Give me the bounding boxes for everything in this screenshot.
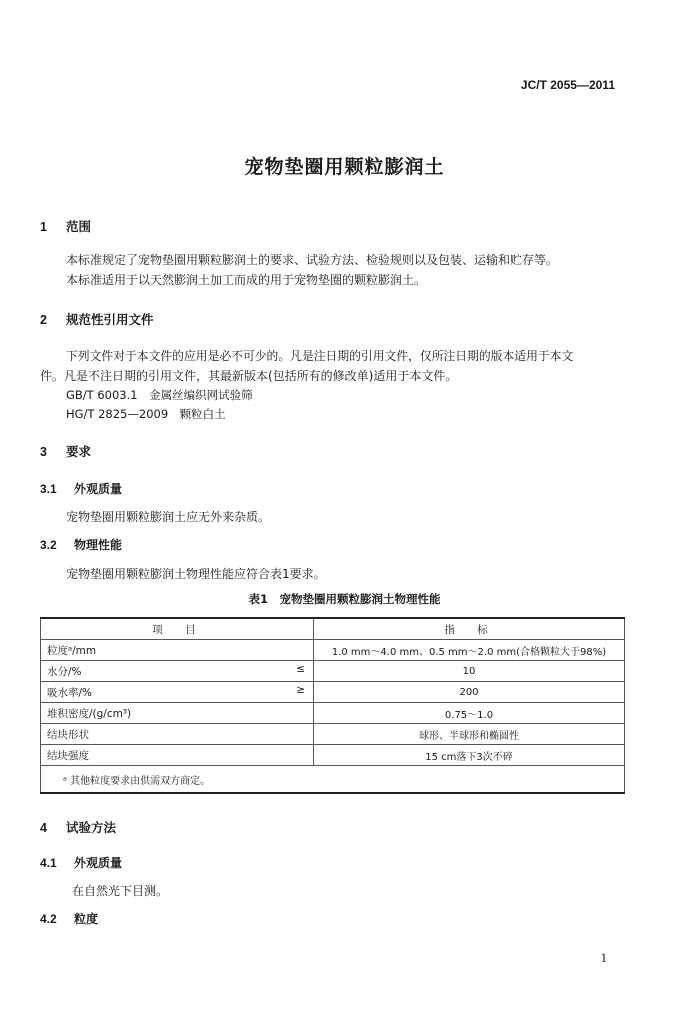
table-header-row: [41, 618, 625, 640]
item-label: 结块强度: [47, 749, 89, 762]
table-footnote: ᵃ 其他粒度要求由供需双方商定。: [41, 766, 625, 794]
section-title: 外观质量: [74, 482, 123, 496]
value-cell: 0.75～1.0: [314, 703, 625, 724]
item-cell: [41, 745, 314, 766]
section-number: 3.1: [40, 482, 57, 496]
section-2-heading: [40, 310, 154, 328]
paragraph: 宠物垫圈用颗粒膨润土物理性能应符合表1要求。: [66, 567, 326, 581]
normative-reference: GB/T 6003.1 金属丝编织网试验筛: [66, 388, 253, 402]
section-4-heading: [40, 818, 116, 836]
table-caption: 表1 宠物垫圈用颗粒膨润土物理性能: [248, 592, 441, 606]
paragraph: 下列文件对于本文件的应用是必不可少的。凡是注日期的引用文件，仅所注日期的版本适用于本文: [66, 349, 574, 363]
section-number: 3: [40, 445, 47, 459]
value-cell: 15 cm落下3次不碎: [314, 745, 625, 766]
table-row: [41, 682, 625, 703]
section-number: 3.2: [40, 538, 57, 552]
paragraph: 在自然光下目测。: [72, 884, 169, 898]
section-number: 4.1: [40, 856, 57, 870]
subsection-4-1-heading: [40, 854, 122, 871]
table-row: [41, 703, 625, 724]
paragraph: 件。凡是不注日期的引用文件，其最新版本(包括所有的修改单)适用于本文件。: [40, 369, 458, 383]
item-label: 结块形状: [47, 728, 89, 741]
section-3-heading: [40, 442, 91, 460]
table-row: [41, 745, 625, 766]
operator: ≥: [296, 684, 305, 696]
section-title: 规范性引用文件: [66, 312, 154, 327]
value-cell: 球形、半球形和椭圆性: [314, 724, 625, 745]
document-title: 宠物垫圈用颗粒膨润土: [244, 156, 445, 178]
section-title: 要求: [66, 444, 92, 459]
table-row: [41, 724, 625, 745]
section-title: 外观质量: [74, 856, 123, 870]
standard-code: JC/T 2055—2011: [520, 78, 615, 92]
subsection-3-2-heading: [40, 536, 122, 553]
item-label: 水分/%: [47, 665, 82, 678]
paragraph: 本标准适用于以天然膨润土加工而成的用于宠物垫圈的颗粒膨润土。: [66, 273, 427, 287]
physical-properties-table: [40, 617, 625, 794]
subsection-3-1-heading: [40, 480, 122, 497]
section-title: 范围: [66, 219, 92, 234]
value-cell: 200: [314, 682, 625, 703]
item-label: 吸水率/%: [47, 686, 93, 699]
item-cell: [41, 682, 314, 703]
section-title: 试验方法: [66, 820, 117, 835]
table-footnote-row: [41, 766, 625, 794]
paragraph: 本标准规定了宠物垫圈用颗粒膨润土的要求、试验方法、检验规则以及包装、运输和贮存等。: [66, 253, 559, 267]
item-label: 堆积密度/(g/cm³): [47, 707, 132, 720]
page-number: 1: [600, 950, 607, 965]
value-cell: 10: [314, 661, 625, 682]
column-header: 指 标: [314, 618, 625, 640]
section-1-heading: [40, 217, 91, 235]
section-title: 粒度: [74, 912, 99, 926]
section-number: 4.2: [40, 912, 57, 926]
operator: ≤: [296, 663, 305, 675]
table-row: [41, 640, 625, 661]
normative-reference: HG/T 2825—2009 颗粒白土: [66, 407, 226, 421]
table-row: [41, 661, 625, 682]
paragraph: 宠物垫圈用颗粒膨润土应无外来杂质。: [66, 510, 271, 524]
section-number: 1: [40, 220, 47, 234]
subsection-4-2-heading: [40, 910, 98, 927]
section-title: 物理性能: [74, 538, 123, 552]
item-cell: [41, 703, 314, 724]
item-cell: [41, 661, 314, 682]
section-number: 4: [40, 821, 47, 835]
item-cell: [41, 724, 314, 745]
column-header: 项 目: [41, 618, 314, 640]
value-cell: 1.0 mm～4.0 mm、0.5 mm～2.0 mm(合格颗粒大于98%): [314, 640, 625, 661]
item-cell: [41, 640, 314, 661]
section-number: 2: [40, 313, 47, 327]
item-label: 粒度ᵃ/mm: [47, 644, 97, 657]
